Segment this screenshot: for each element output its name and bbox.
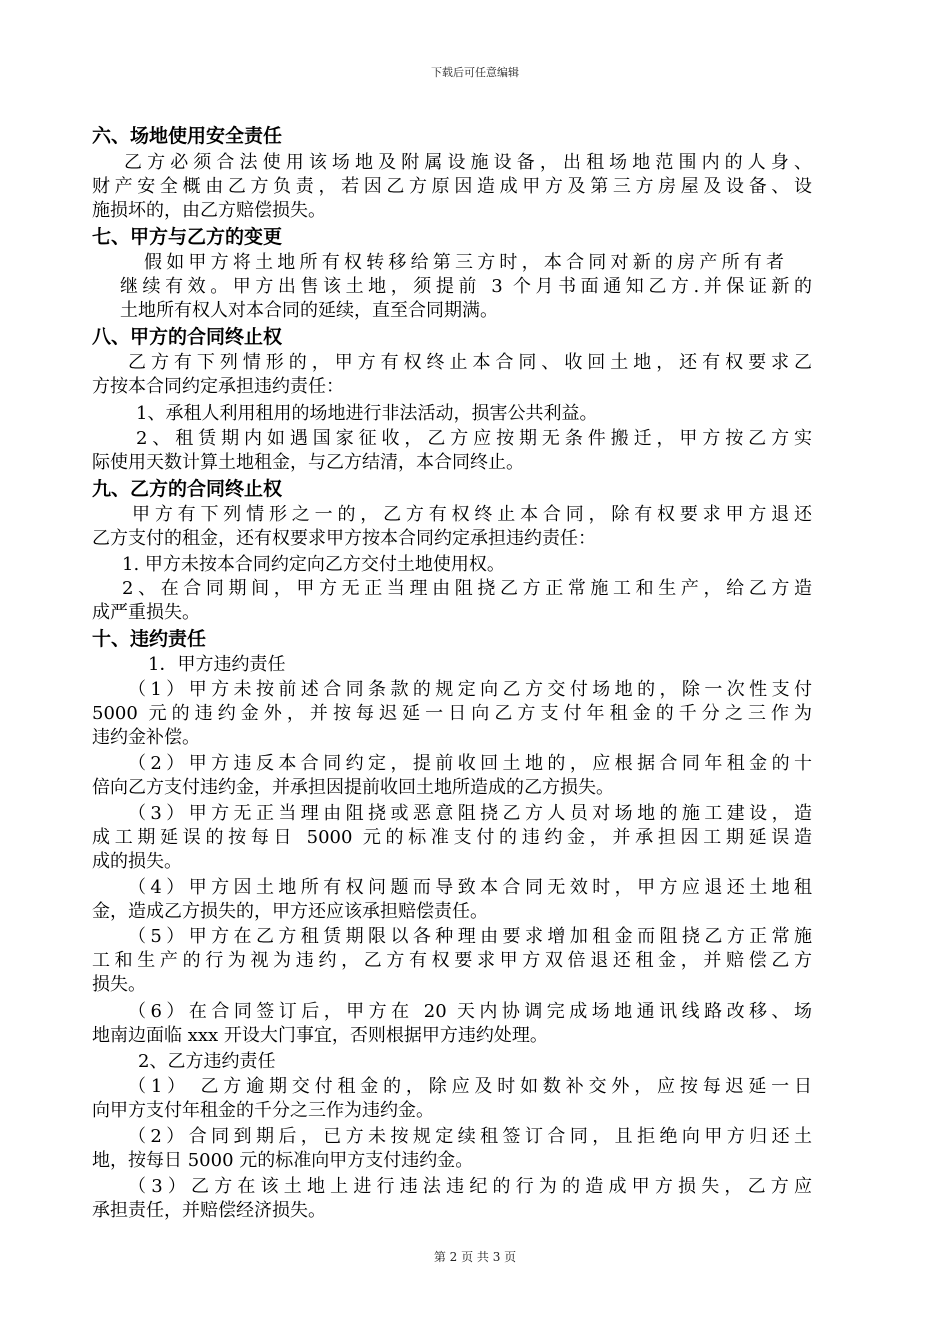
paragraph-line: 违约金补偿。 <box>92 727 200 748</box>
paragraph-line: （5）甲方在乙方租赁期限以各种理由要求增加租金而阻挠乙方正常施 <box>128 926 812 947</box>
paragraph-line: 乙方支付的租金，还有权要求甲方按本合同约定承担违约责任： <box>92 528 596 549</box>
paragraph-line: 施损坏的，由乙方赔偿损失。 <box>92 200 326 221</box>
paragraph-line: 损失。 <box>92 974 146 995</box>
paragraph-line: 假如甲方将土地所有权转移给第三方时，本合同对新的房产所有者 <box>144 252 784 273</box>
paragraph-line: 成严重损失。 <box>92 602 200 623</box>
paragraph-line: 财产安全概由乙方负责，若因乙方原因造成甲方及第三方房屋及设备、设 <box>92 176 812 197</box>
paragraph-line: 5000 元的违约金外，并按每迟延一日向乙方支付年租金的千分之三作为 <box>92 703 812 724</box>
paragraph-line: 继续有效。甲方出售该土地，须提前 3 个月书面通知乙方.并保证新的 <box>120 276 812 297</box>
paragraph-line: 2、租赁期内如遇国家征收，乙方应按期无条件搬迁，甲方按乙方实 <box>136 428 812 449</box>
subsection-heading: 1．甲方违约责任 <box>148 654 286 675</box>
paragraph-line: 地南边面临 xxx 开设大门事宜，否则根据甲方违约处理。 <box>92 1025 548 1046</box>
paragraph-line: 甲方有下列情形之一的，乙方有权终止本合同，除有权要求甲方退还 <box>132 504 812 525</box>
paragraph-line: 地，按每日 5000 元的标准向甲方支付违约金。 <box>92 1150 474 1171</box>
section-heading-6: 六、场地使用安全责任 <box>92 125 283 147</box>
section-heading-10: 十、违约责任 <box>92 628 207 650</box>
section-heading-8: 八、甲方的合同终止权 <box>92 326 283 348</box>
paragraph-line: （2）合同到期后，已方未按规定续租签订合同，且拒绝向甲方归还土 <box>128 1126 812 1147</box>
paragraph-line: 承担责任，并赔偿经济损失。 <box>92 1200 326 1221</box>
subsection-heading: 2、乙方违约责任 <box>138 1051 276 1072</box>
paragraph-line: 工和生产的行为视为违约，乙方有权要求甲方双倍退还租金，并赔偿乙方 <box>92 950 812 971</box>
paragraph-line: （1）甲方未按前述合同条款的规定向乙方交付场地的，除一次性支付 <box>128 679 812 700</box>
paragraph-line: 1、承租人利用租用的场地进行非法活动，损害公共利益。 <box>136 403 598 424</box>
page-header: 下载后可任意编辑 <box>431 66 519 79</box>
paragraph-line: （1） 乙方逾期交付租金的，除应及时如数补交外，应按每迟延一日 <box>128 1076 812 1097</box>
section-heading-7: 七、甲方与乙方的变更 <box>92 226 283 248</box>
paragraph-line: 乙方有下列情形的，甲方有权终止本合同、收回土地，还有权要求乙 <box>128 352 812 373</box>
paragraph-line: 倍向乙方支付违约金，并承担因提前收回土地所造成的乙方损失。 <box>92 777 614 798</box>
page-footer: 第 2 页 共 3 页 <box>433 1250 517 1264</box>
paragraph-line: 成工期延误的按每日 5000 元的标准支付的违约金，并承担因工期延误造 <box>92 827 812 848</box>
section-heading-9: 九、乙方的合同终止权 <box>92 478 283 500</box>
paragraph-line: 方按本合同约定承担违约责任： <box>92 376 344 397</box>
paragraph-line: （6）在合同签订后，甲方在 20 天内协调完成场地通讯线路改移、场 <box>128 1001 812 1022</box>
paragraph-line: 土地所有权人对本合同的延续，直至合同期满。 <box>120 300 498 321</box>
paragraph-line: 金，造成乙方损失的，甲方还应该承担赔偿责任。 <box>92 901 488 922</box>
paragraph-line: （3）甲方无正当理由阻挠或恶意阻挠乙方人员对场地的施工建设，造 <box>128 803 812 824</box>
paragraph-line: 成的损失。 <box>92 851 182 872</box>
paragraph-line: 1. 甲方未按本合同约定向乙方交付土地使用权。 <box>122 554 505 575</box>
paragraph-line: （2）甲方违反本合同约定，提前收回土地的，应根据合同年租金的十 <box>128 753 812 774</box>
paragraph-line: 乙方必须合法使用该场地及附属设施设备，出租场地范围内的人身、 <box>124 152 812 173</box>
paragraph-line: （4）甲方因土地所有权问题而导致本合同无效时，甲方应退还土地租 <box>128 877 812 898</box>
paragraph-line: 际使用天数计算土地租金，与乙方结清，本合同终止。 <box>92 452 524 473</box>
paragraph-line: 向甲方支付年租金的千分之三作为违约金。 <box>92 1100 434 1121</box>
paragraph-line: （3）乙方在该土地上进行违法违纪的行为的造成甲方损失，乙方应 <box>128 1176 812 1197</box>
paragraph-line: 2、在合同期间，甲方无正当理由阻挠乙方正常施工和生产，给乙方造 <box>122 578 812 599</box>
